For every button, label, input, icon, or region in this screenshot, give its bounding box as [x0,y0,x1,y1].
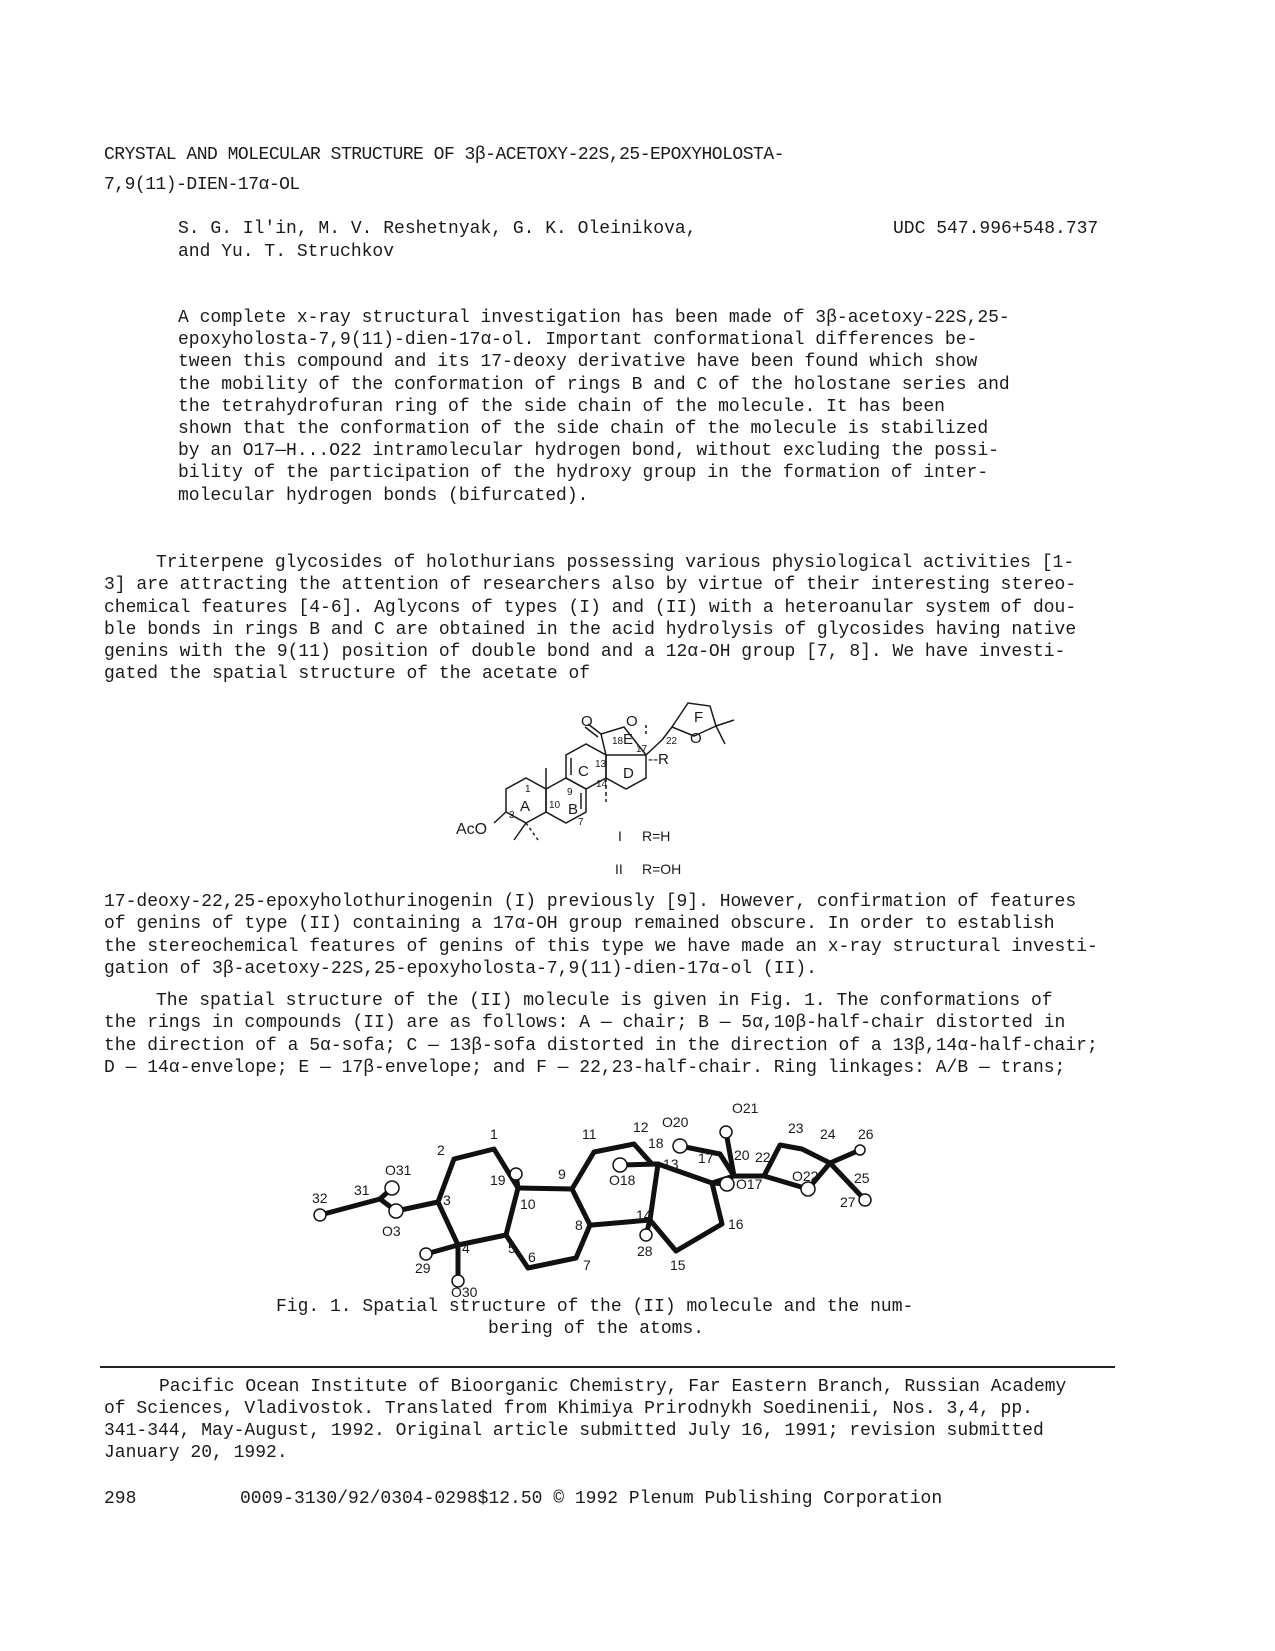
atom-label: 26 [858,1126,874,1142]
atom-number: 14 [596,779,608,790]
atom-label: 15 [670,1257,686,1273]
structural-formula-scheme [448,694,748,884]
atom-number: 3 [509,810,515,821]
figure-1-caption [276,1296,913,1340]
body-line: ble bonds in rings B and C are obtained in the acid hydrolysis of glycosides having native [104,619,1077,640]
atom-label: O17 [736,1176,763,1192]
atom-label: O30 [451,1284,478,1300]
r-substituent: --R [648,751,669,768]
footnote-line: January 20, 1992. [104,1443,288,1463]
footnote-line: of Sciences, Vladivostok. Translated from Khimiya Prirodnykh Soedinenii, Nos. 3,4, pp. [104,1399,1033,1419]
abstract-line: the mobility of the conformation of rings B and C of the holostane series and [178,374,1010,395]
body-line: the rings in compounds (II) are as follows: A — chair; B — 5α,10β-half-chair distorted in [104,1013,1066,1034]
title-line-2: 7,9(11)-DIEN-17α-OL [104,175,300,195]
body-line: gation of 3β-acetoxy-22S,25-epoxyholosta-7,9(11)-dien-17α-ol (II). [104,958,817,979]
atom-label: O18 [609,1172,636,1188]
ring-label: A [520,798,531,815]
abstract-line: A complete x-ray structural investigation has been made of 3β-acetoxy-22S,25- [178,308,1010,328]
abstract-line: tween this compound and its 17-deoxy derivative have been found which show [178,352,978,373]
article-title [104,140,784,200]
atom-label: 32 [312,1190,328,1206]
atom-label: 2 [437,1142,445,1158]
atom-label: 4 [462,1240,470,1256]
abstract-line: bility of the participation of the hydroxy group in the formation of inter- [178,463,989,484]
body-line: gated the spatial structure of the acetate of [104,664,591,685]
atom-label: 28 [637,1243,653,1259]
compound-ii-numeral: II [615,861,623,877]
ring-oxygen: O [626,713,638,730]
caption-line-2: bering of the atoms. [488,1319,705,1339]
abstract-line: epoxyholosta-7,9(11)-dien-17α-ol. Important conformational differences be- [178,330,978,351]
caption-line-1: Fig. 1. Spatial structure of the (II) molecule and the num- [276,1297,914,1317]
atom-number: 13 [595,759,607,770]
authors-line-2: and Yu. T. Struchkov [178,242,395,262]
atom-label: 9 [558,1166,566,1182]
atom-label: 14 [636,1207,652,1223]
atom-number: 18 [612,736,624,747]
abstract-line: the tetrahydrofuran ring of the side chain of the molecule. It has been [178,396,945,417]
atom-label: 25 [854,1170,870,1186]
atom-label: 27 [840,1194,856,1210]
atom-label: 24 [820,1126,836,1142]
udc-code: UDC 547.996+548.737 [893,219,1099,239]
atom-label: O31 [385,1162,412,1178]
abstract-line: molecular hydrogen bonds (bifurcated). [178,485,589,506]
atom-number: 22 [666,736,678,747]
atom-label: 13 [663,1156,679,1172]
footnote-line: 341-344, May-August, 1992. Original article submitted July 16, 1991; revision submitted [104,1421,1044,1441]
footnote-line: Pacific Ocean Institute of Bioorganic Chemistry, Far Eastern Branch, Russian Academy [159,1377,1067,1397]
body-paragraph-2 [104,891,1114,980]
body-line: The spatial structure of the (II) molecule is given in Fig. 1. The conformations of [156,991,1053,1011]
atom-label: 29 [415,1260,431,1276]
atom-label: 20 [734,1147,750,1163]
body-line: the direction of a 5α-sofa; C — 13β-sofa distorted in the direction of a 13β,14α-half-chair; [104,1035,1098,1056]
atom-label: 8 [575,1217,583,1233]
atom-label: 22 [755,1149,771,1165]
ring-label: E [623,731,634,748]
abstract-line: by an O17—H...O22 intramolecular hydrogen bond, without excluding the possi- [178,441,999,462]
atom-label: 1 [490,1126,498,1142]
body-paragraph-1 [104,552,1114,686]
authors-line-1: S. G. Il'in, M. V. Reshetnyak, G. K. Oleinikova, [178,219,697,239]
ring-label: D [623,765,634,782]
body-line: D — 14α-envelope; E — 17β-envelope; and F — 22,23-half-chair. Ring linkages: A/B — trans; [104,1057,1066,1078]
atom-number: 1 [525,784,531,795]
molecular-structure-figure [300,1085,900,1300]
atom-label: O3 [382,1223,401,1239]
atom-label: 10 [520,1196,536,1212]
atom-label: 18 [648,1135,664,1151]
atom-number: 9 [567,787,573,798]
atom-label: 12 [633,1119,649,1135]
abstract [178,307,1058,507]
abstract-line: shown that the conformation of the side chain of the molecule is stabilized [178,419,989,440]
atom-label: O22 [792,1168,819,1184]
body-line: 17-deoxy-22,25-epoxyholothurinogenin (I) previously [9]. However, confirmation of features [104,892,1077,912]
atom-label: O20 [662,1114,689,1130]
compound-i-numeral: I [618,828,622,844]
atom-label: 16 [728,1216,744,1232]
carbonyl-oxygen: O [581,713,593,730]
atom-label: 23 [788,1120,804,1136]
atom-number: 7 [578,817,584,828]
footnote-divider [100,1366,1115,1368]
body-paragraph-3 [104,990,1114,1079]
atom-label: 17 [698,1150,714,1166]
body-line: 3] are attracting the attention of researchers also by virtue of their interesting stereo- [104,575,1077,596]
atom-label: O21 [732,1100,759,1116]
ring-label: C [578,763,589,780]
atom-label: 11 [582,1126,597,1142]
compound-ii-definition: R=OH [642,861,682,877]
body-line: the stereochemical features of genins of this type we have made an x-ray structural investi- [104,936,1098,957]
copyright-line: 0009-3130/92/0304-0298$12.50 © 1992 Plenum Publishing Corporation [240,1489,943,1509]
atom-number: 10 [549,800,561,811]
atom-labels [312,1100,874,1300]
title-line-1: CRYSTAL AND MOLECULAR STRUCTURE OF 3β-ACETOXY-22S,25-EPOXYHOLOSTA- [104,145,784,165]
ether-oxygen: O [690,730,702,747]
page-number: 298 [104,1489,137,1509]
body-line: Triterpene glycosides of holothurians possessing various physiological activities [1- [156,553,1075,573]
atom-label: 7 [583,1257,591,1273]
acetoxy-group: AcO [456,821,488,838]
atom-label: 19 [490,1172,506,1188]
affiliation-footnote [104,1376,1066,1464]
ring-label: F [694,709,704,726]
body-line: of genins of type (II) containing a 17α-OH group remained obscure. In order to establish [104,914,1055,935]
body-line: genins with the 9(11) position of double bond and a 12α-OH group [7, 8]. We have investi- [104,642,1066,663]
body-line: chemical features [4-6]. Aglycons of types (I) and (II) with a heteroanular system of dou- [104,597,1077,618]
ring-label: B [568,801,579,818]
compound-i-definition: R=H [642,828,671,844]
atom-label: 31 [354,1182,370,1198]
atom-label: 5 [508,1240,516,1256]
author-list [178,218,696,264]
atom-label: 6 [528,1249,536,1265]
atom-label: 3 [443,1192,451,1208]
atom-number: 17 [636,744,648,755]
